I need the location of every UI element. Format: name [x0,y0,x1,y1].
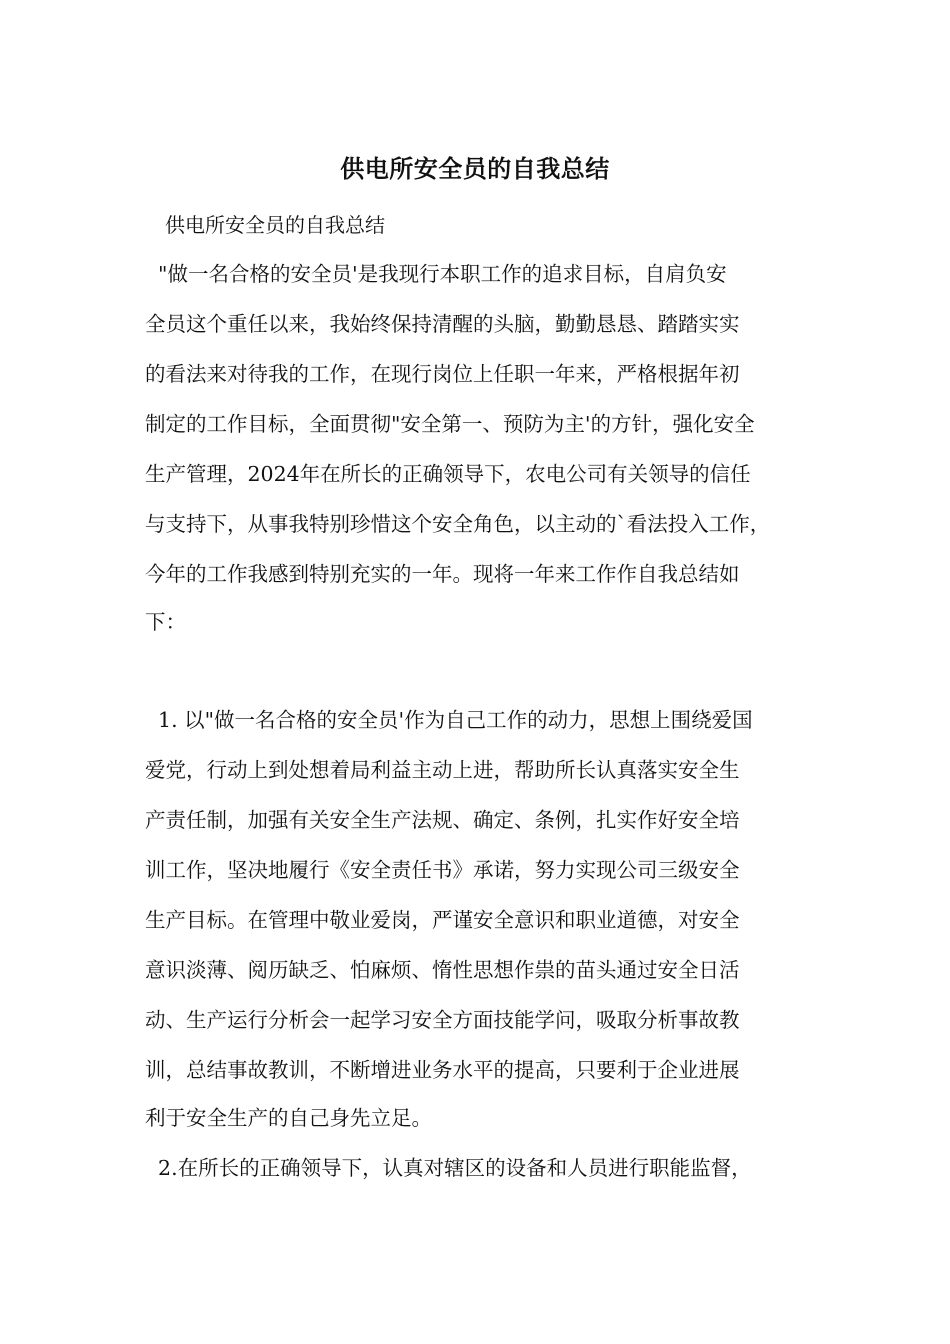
list-item-line: 产责任制，加强有关安全生产法规、确定、条例，扎实作好安全培 [145,808,740,832]
paragraph-line: 制定的工作目标，全面贯彻"安全第一、预防为主'的方针，强化安全 [145,412,755,436]
paragraph-line: 与支持下，从事我特别珍惜这个安全角色，以主动的`看法投入工作， [145,512,771,536]
list-item-line: 利于安全生产的自己身先立足。 [145,1106,432,1130]
paragraph-line: 生产管理，2024年在所长的正确领导下，农电公司有关领导的信任 [145,462,751,486]
list-item-line: 生产目标。在管理中敬业爱岗，严谨安全意识和职业道德，对安全 [145,908,740,932]
list-item-line: 训工作，坚决地履行《安全责任书》承诺，努力实现公司三级安全 [145,858,740,882]
paragraph-line: 今年的工作我感到特别充实的一年。现将一年来工作作自我总结如 [145,562,740,586]
paragraph-line: 全员这个重任以来，我始终保持清醒的头脑，勤勤恳恳、踏踏实实 [145,312,740,336]
list-item-line: 动、生产运行分析会一起学习安全方面技能学问，吸取分析事故教 [145,1008,740,1032]
document-title: 供电所安全员的自我总结 [340,154,610,183]
list-item-line: 意识淡薄、阅历缺乏、怕麻烦、惰性思想作祟的苗头通过安全日活 [145,958,740,982]
list-item-line: 1. 以"做一名合格的安全员'作为自己工作的动力，思想上围绕爱国 [145,708,753,732]
paragraph-line: 的看法来对待我的工作，在现行岗位上任职一年来，严格根据年初 [145,362,740,386]
paragraph-line: 下： [145,610,186,634]
paragraph-line: "做一名合格的安全员'是我现行本职工作的追求目标，自肩负安 [145,262,727,286]
list-item-line: 训，总结事故教训，不断增进业务水平的提高，只要利于企业进展 [145,1058,740,1082]
document-subtitle: 供电所安全员的自我总结 [165,213,385,237]
list-item-line: 2.在所长的正确领导下，认真对辖区的设备和人员进行职能监督， [145,1156,752,1180]
list-item-line: 爱党，行动上到处想着局利益主动上进，帮助所长认真落实安全生 [145,758,740,782]
